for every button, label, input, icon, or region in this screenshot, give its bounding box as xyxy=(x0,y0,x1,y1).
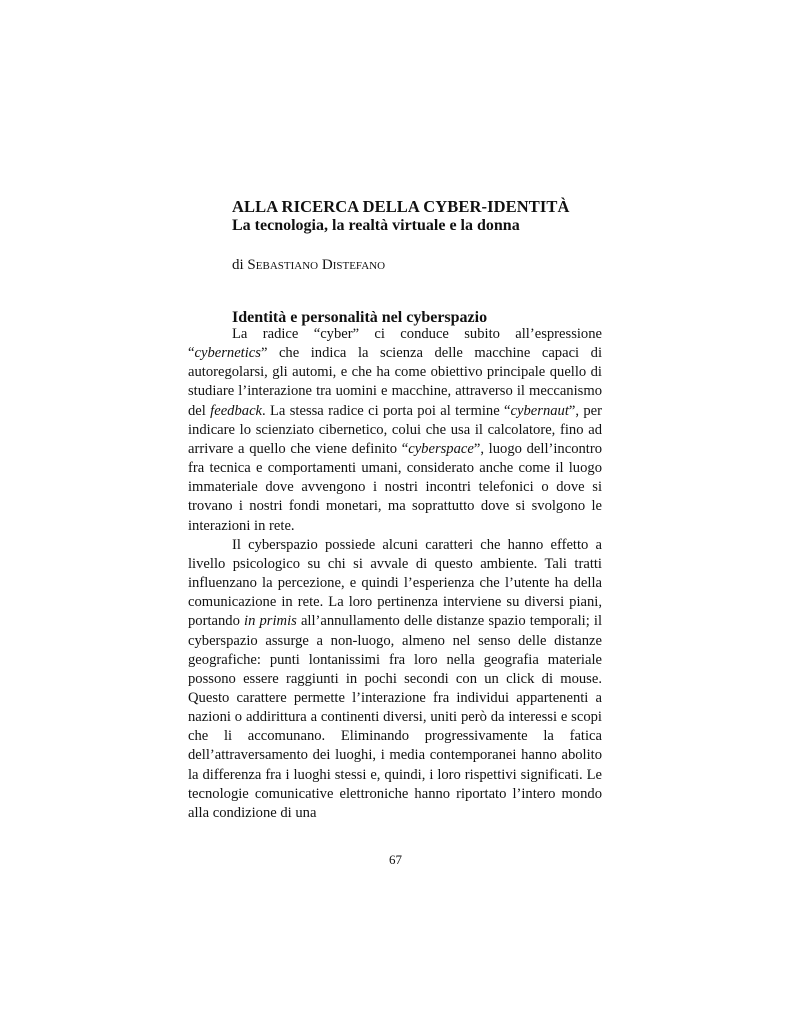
author-prefix: di xyxy=(232,257,248,273)
p1-text-1: La radice “cyber” ci conduce subito all’espressione “ xyxy=(188,326,602,362)
p1-italic-cybernaut: cybernaut xyxy=(510,402,569,419)
p1-italic-cybernetics: cybernetics xyxy=(194,345,261,362)
section-heading: Identità e personalità nel cyberspazio xyxy=(232,309,488,326)
paragraph-2 xyxy=(188,536,602,823)
article-title: ALLA RICERCA DELLA CYBER-IDENTITÀ xyxy=(232,197,570,216)
p1-text-3: . La stessa radice ci porta poi al termine “ xyxy=(262,402,511,419)
p1-text-2: ” che indica la scienza delle macchine capaci di autoregolarsi, gli automi, e che ha come obiettivo principale quello di studiare l’interazione tra uomini e macchine, attraverso il meccanismo del xyxy=(188,345,602,419)
p2-text-2: all’annullamento delle distanze spazio temporali; il cyberspazio assurge a non-luogo, almeno nel senso delle distanze geografiche: punti lontanissimi fra loro nella geografia materiale possono essere raggiunti in pochi secondi con un click di mouse. Questo carattere permette l’interazione fra individui appartenenti a nazioni o addirittura a continenti diversi, uniti però da interessi e scopi che li accomunano. Eliminando progressivamente la fatica dell’attraversamento dei luoghi, i media contemporanei hanno abolito la differenza fra i luoghi stessi e, quindi, i loro rispettivi significati. Le tecnologie comunicative elettroniche hanno riportato l’intero mondo alla condizione di una xyxy=(188,613,602,821)
p2-italic-in-primis: in primis xyxy=(244,613,297,630)
p1-text-5: ”, luogo dell’incontro fra tecnica e comportamenti umani, considerato anche come il luogo immateriale dove avvengono i nostri incontri telefonici o dove si trovano i nostri fondi monetari, ma soprattutto dove si svolgono le interazioni in rete. xyxy=(188,440,602,534)
p1-italic-feedback: feedback xyxy=(210,402,263,419)
p2-text-1: Il cyberspazio possiede alcuni caratteri che hanno effetto a livello psicologico su chi si avvale di questo ambiente. Tali tratti influenzano la percezione, e quindi l’esperienza che l’utente ha della comunicazione in rete. La loro pertinenza interviene su diversi piani, portando xyxy=(188,536,602,630)
page-number: 67 xyxy=(389,852,402,867)
p1-text-4: ”, per indicare lo scienziato cibernetico, colui che usa il calcolatore, fino ad arrivare a quello che viene definito “ xyxy=(188,402,602,457)
p1-italic-cyberspace: cyberspace xyxy=(408,440,474,457)
author-byline xyxy=(232,255,385,275)
author-last-name: Distefano xyxy=(321,257,386,273)
body-text xyxy=(188,325,602,823)
paragraph-1 xyxy=(188,325,602,536)
author-first-name: Sebastiano xyxy=(247,257,319,273)
article-subtitle: La tecnologia, la realtà virtuale e la donna xyxy=(232,217,520,234)
